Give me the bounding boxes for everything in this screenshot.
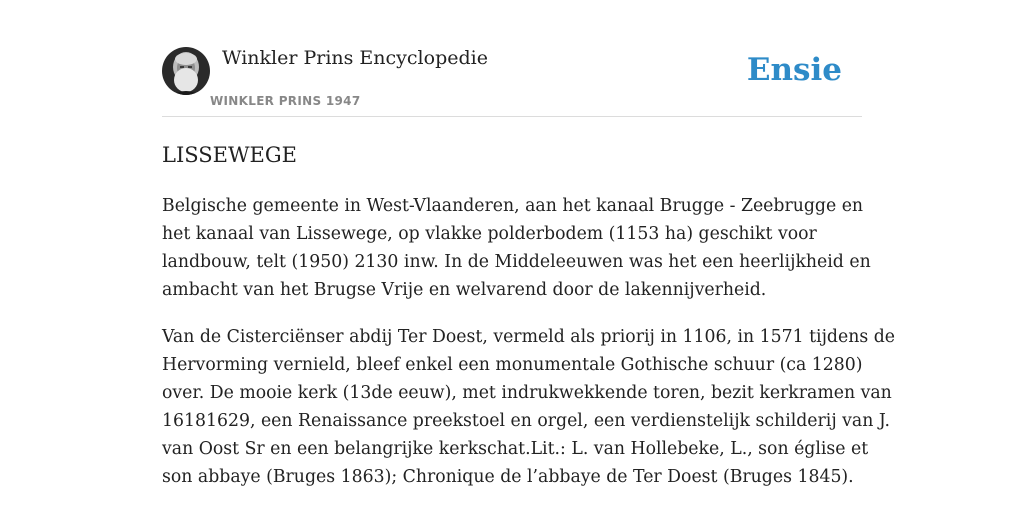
paragraph-line: Hervorming vernield, bleef enkel een monumentale Gothische schuur (ca 1280) — [162, 355, 863, 375]
paragraph-line: over. De mooie kerk (13de eeuw), met indrukwekkende toren, bezit kerkramen van — [162, 383, 892, 403]
portrait-avatar-icon[interactable] — [162, 47, 210, 95]
article-paragraph — [162, 323, 895, 491]
paragraph-line: ambacht van het Brugse Vrije en welvarend door de lakennijverheid. — [162, 280, 767, 300]
paragraph-line: 16181629, een Renaissance preekstoel en orgel, een verdienstelijk schilderij van J. — [162, 411, 890, 431]
paragraph-line: van Oost Sr en een belangrijke kerkschat.Lit.: L. van Hollebeke, L., son église et — [162, 439, 869, 459]
paragraph-line: Belgische gemeente in West-Vlaanderen, aan het kanaal Brugge - Zeebrugge en — [162, 196, 864, 216]
source-subtitle[interactable]: WINKLER PRINS 1947 — [210, 94, 361, 108]
brand-logo[interactable]: Ensie — [746, 52, 842, 88]
paragraph-line: son abbaye (Bruges 1863); Chronique de l’abbaye de Ter Doest (Bruges 1845). — [162, 467, 854, 487]
paragraph-line: het kanaal van Lissewege, op vlakke polderbodem (1153 ha) geschikt voor — [162, 224, 817, 244]
article-title: LISSEWEGE — [162, 143, 297, 167]
article-paragraph — [162, 192, 872, 304]
header — [162, 46, 862, 117]
paragraph-line: Van de Cisterciënser abdij Ter Doest, vermeld als priorij in 1106, in 1571 tijdens de — [162, 327, 895, 347]
source-title[interactable]: Winkler Prins Encyclopedie — [222, 47, 488, 69]
paragraph-line: landbouw, telt (1950) 2130 inw. In de Middeleeuwen was het een heerlijkheid en — [162, 252, 871, 272]
